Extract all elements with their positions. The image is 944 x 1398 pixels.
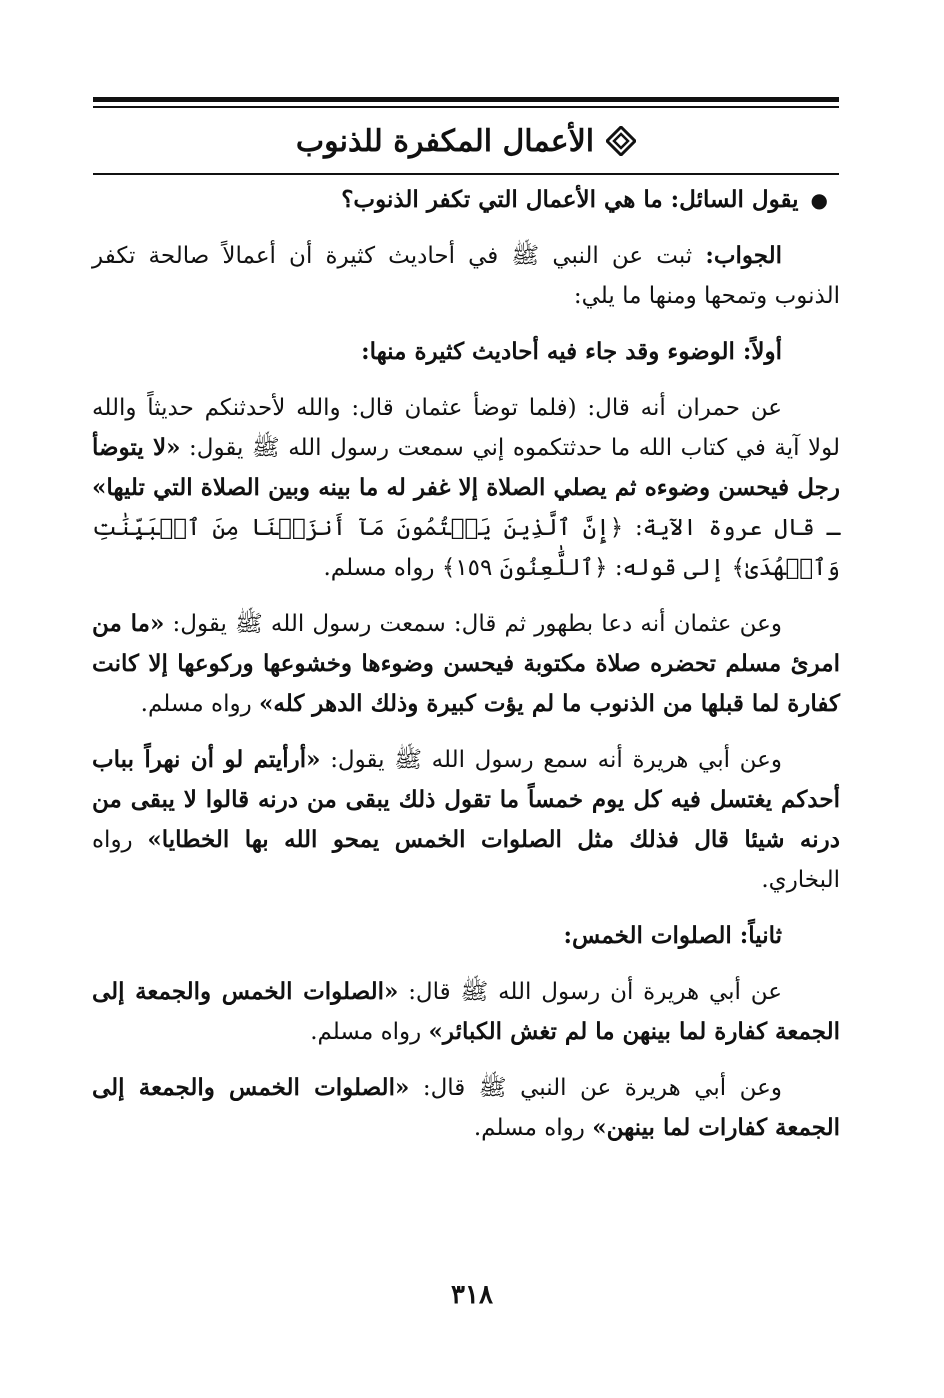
answer-text: ثبت عن النبي ﷺ في أحاديث كثيرة أن أعمالاً صالحة تكفر الذنوب وتمحها ومنها ما يلي: <box>92 243 840 309</box>
top-thin-rule <box>93 106 839 108</box>
hadith-4-intro: عن أبي هريرة أن رسول الله ﷺ قال: <box>408 979 782 1005</box>
hadith-5-quote: «الصلوات الخمس والجمعة إلى الجمعة كفارات لما بينهن» <box>92 1074 840 1141</box>
hadith-2-intro: وعن عثمان أنه دعا بطهور ثم قال: سمعت رسول الله ﷺ يقول: <box>172 611 782 637</box>
question-text: يقول السائل: ما هي الأعمال التي تكفر الذنوب؟ <box>341 186 799 213</box>
answer-label: الجواب: <box>705 242 782 269</box>
hadith-2-tail: رواه مسلم. <box>140 691 252 717</box>
page-body <box>92 180 840 1148</box>
hadith-3-tail: رواه البخاري. <box>92 827 840 893</box>
top-double-rule <box>93 97 839 102</box>
page-number: ٣١٨ <box>451 1280 493 1310</box>
hadith-1-tail: ـ قال عروة الآية: ﴿إِنَّ ٱلَّذِينَ يَكۡتُمُونَ مَآ أَنزَلۡنَا مِنَ ٱلۡبَيِّنَٰتِ وَٱلۡهُدَىٰ﴾ إلى قوله: ﴿ٱللَّٰعِنُونَ ١٥٩﴾ رواه مسلم. <box>92 515 840 581</box>
hadith-3 <box>92 740 840 900</box>
diamond-ornament-icon <box>606 126 636 156</box>
chapter-header <box>93 112 839 170</box>
hadith-5-intro: وعن أبي هريرة عن النبي ﷺ قال: <box>422 1075 782 1101</box>
chapter-title: الأعمال المكفرة للذنوب <box>295 123 595 159</box>
hadith-4-tail: رواه مسلم. <box>310 1019 422 1045</box>
answer-paragraph <box>92 236 840 316</box>
hadith-3-quote: «أرأيتم لو أن نهراً بباب أحدكم يغتسل فيه كل يوم خمساً ما تقول ذلك يبقى من درنه قالوا لا يبقى من درنه شيئا قال فذلك مثل الصلوات الخمس يمحو الله بها الخطايا» <box>92 746 840 853</box>
question-line <box>92 180 840 220</box>
hadith-5 <box>92 1068 840 1148</box>
hadith-1 <box>92 388 840 588</box>
section-heading-prayers: ثانياً: الصلوات الخمس: <box>563 922 782 949</box>
hadith-5-tail: رواه مسلم. <box>473 1115 585 1141</box>
hadith-3-intro: وعن أبي هريرة أنه سمع رسول الله ﷺ يقول: <box>330 747 783 773</box>
section-heading-wudu: أولاً: الوضوء وقد جاء فيه أحاديث كثيرة منها: <box>361 338 782 365</box>
hadith-1-intro: عن حمران أنه قال: (فلما توضأ عثمان قال: والله لأحدثنكم حديثاً والله لولا آية في كتاب الله ما حدثتكموه إني سمعت رسول الله ﷺ يقول: <box>92 395 841 461</box>
hadith-1-quote: «لا يتوضأ رجل فيحسن وضوءه ثم يصلي الصلاة إلا غفر له ما بينه وبين الصلاة التي تليها» <box>92 434 840 501</box>
hadith-2-quote: «ما من امرئ مسلم تحضره صلاة مكتوبة فيحسن وضوءها وخشوعها وركوعها إلا كانت كفارة لما قبلها من الذنوب ما لم يؤت كبيرة وذلك الدهر كله» <box>92 610 840 717</box>
hadith-4 <box>92 972 840 1052</box>
header-bottom-rule <box>93 173 839 175</box>
hadith-2 <box>92 604 840 724</box>
hadith-4-quote: «الصلوات الخمس والجمعة إلى الجمعة كفارة لما بينهن ما لم تغش الكبائر» <box>92 978 840 1045</box>
